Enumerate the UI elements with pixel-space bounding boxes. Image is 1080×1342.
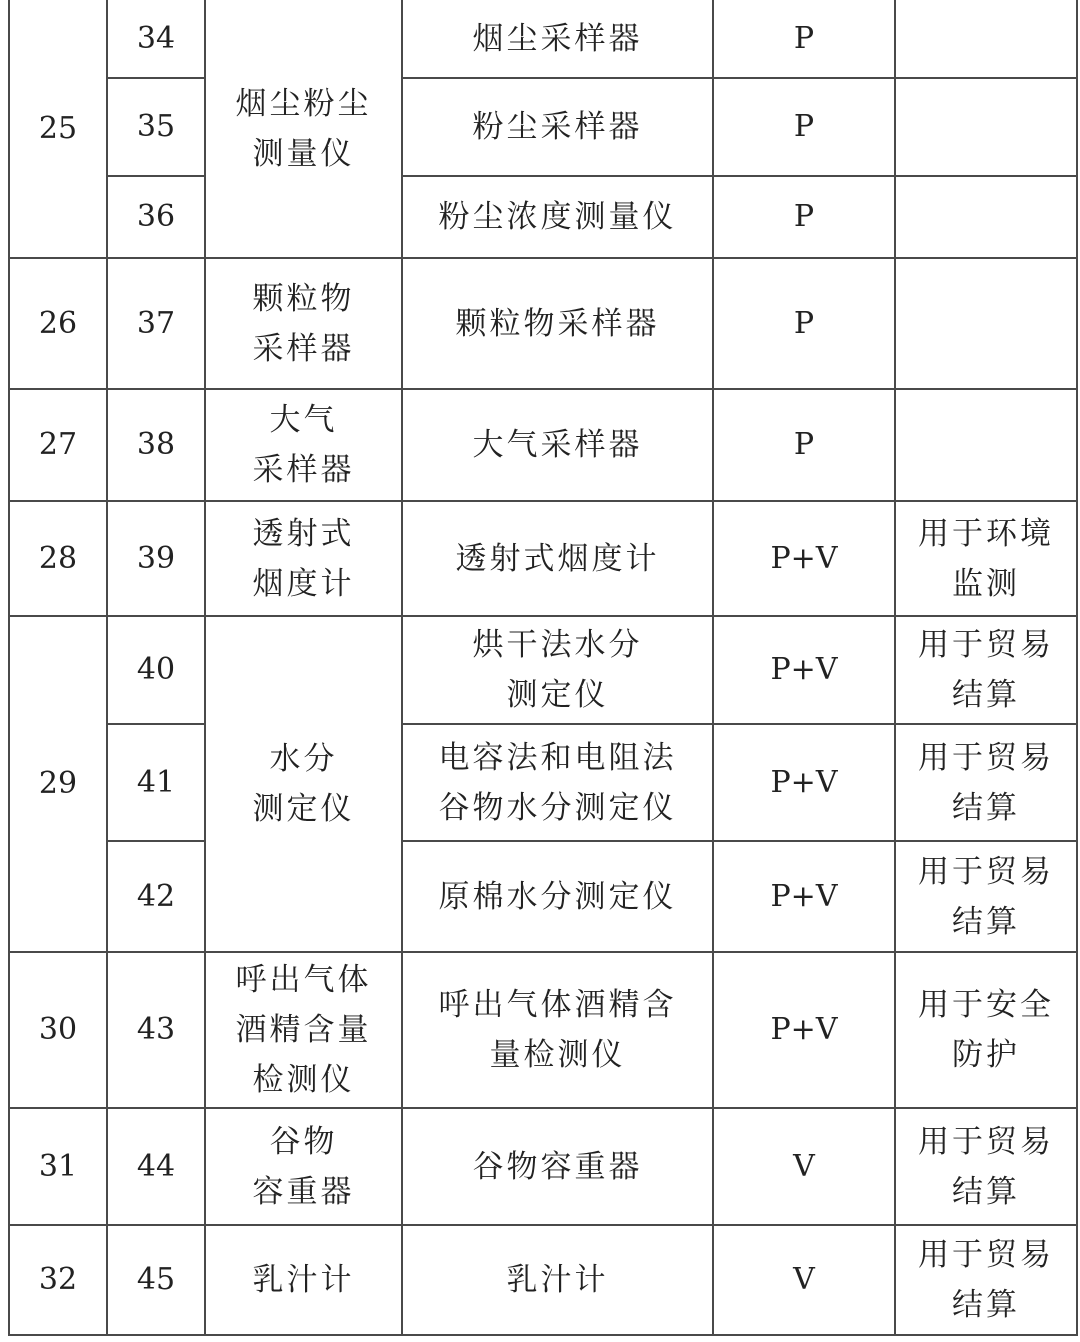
instrument-name-cell	[402, 78, 713, 176]
cell-line: 谷物	[269, 1123, 338, 1160]
remark-cell	[895, 1225, 1077, 1335]
cell-line: 粉尘浓度测量仪	[438, 199, 677, 235]
cell-line: 监测	[952, 565, 1020, 602]
cell-line: 结算	[952, 1287, 1020, 1323]
cell-line: 原棉水分测定仪	[438, 878, 677, 915]
cell-line: 结算	[952, 903, 1020, 940]
cell-line: 用于贸易	[918, 1123, 1054, 1160]
item-number-cell: 43	[107, 952, 205, 1108]
instrument-category-cell	[205, 0, 402, 258]
cell-line: 透射式烟度计	[455, 540, 660, 577]
remark-cell	[895, 1108, 1077, 1225]
instrument-name-cell	[402, 952, 713, 1108]
cell-line: 大气采样器	[472, 427, 643, 463]
cell-line: 乳汁计	[252, 1262, 355, 1298]
cell-line: 结算	[952, 789, 1020, 826]
group-number-cell: 25	[9, 0, 107, 258]
cell-line: 用于安全	[918, 987, 1054, 1023]
table-row	[9, 389, 1077, 501]
cell-line: 酒精含量	[235, 1012, 372, 1048]
item-number-cell: 44	[107, 1108, 205, 1225]
instrument-category-cell	[205, 952, 402, 1108]
cell-line: 呼出气体酒精含	[438, 987, 677, 1023]
cell-line: 颗粒物采样器	[455, 305, 660, 342]
group-number-cell: 28	[9, 501, 107, 616]
instrument-category-cell	[205, 258, 402, 389]
cell-line: 用于贸易	[918, 853, 1054, 890]
item-number-cell: 41	[107, 724, 205, 841]
item-number-cell: 36	[107, 176, 205, 258]
management-class-cell: P	[713, 78, 895, 176]
item-number-cell: 38	[107, 389, 205, 501]
management-class-cell: P	[713, 176, 895, 258]
group-number-cell: 32	[9, 1225, 107, 1335]
remark-cell	[895, 501, 1077, 616]
management-class-cell: V	[713, 1225, 895, 1335]
cell-line: 透射式	[252, 515, 355, 552]
cell-line: 用于环境	[918, 515, 1054, 552]
cell-line: 烟尘粉尘	[235, 85, 372, 122]
item-number-cell: 40	[107, 616, 205, 724]
table-row	[9, 0, 1077, 78]
instrument-table	[8, 0, 1078, 1336]
remark-cell	[895, 78, 1077, 176]
instrument-category-cell	[205, 1108, 402, 1225]
remark-cell	[895, 724, 1077, 841]
instrument-category-cell	[205, 616, 402, 952]
table-row	[9, 258, 1077, 389]
cell-line: 水分	[269, 741, 338, 777]
cell-line: 用于贸易	[918, 739, 1054, 776]
instrument-name-cell	[402, 841, 713, 952]
instrument-category-cell	[205, 501, 402, 616]
cell-line: 烟度计	[252, 565, 355, 602]
cell-line: 谷物水分测定仪	[438, 789, 677, 826]
remark-cell	[895, 0, 1077, 78]
table-row	[9, 1225, 1077, 1335]
cell-line: 检测仪	[252, 1062, 355, 1098]
table-row	[9, 952, 1077, 1108]
remark-cell	[895, 616, 1077, 724]
group-number-cell: 27	[9, 389, 107, 501]
group-number-cell: 26	[9, 258, 107, 389]
instrument-name-cell	[402, 1108, 713, 1225]
group-number-cell: 31	[9, 1108, 107, 1225]
remark-cell	[895, 841, 1077, 952]
table-row	[9, 616, 1077, 724]
remark-cell	[895, 258, 1077, 389]
management-class-cell: P	[713, 258, 895, 389]
group-number-cell: 29	[9, 616, 107, 952]
management-class-cell: P+V	[713, 501, 895, 616]
table-row	[9, 78, 1077, 176]
item-number-cell: 34	[107, 0, 205, 78]
table-row	[9, 724, 1077, 841]
table-body	[9, 0, 1077, 1335]
cell-line: 采样器	[252, 330, 355, 367]
remark-cell	[895, 952, 1077, 1108]
cell-line: 采样器	[252, 452, 355, 488]
cell-line: 用于贸易	[918, 1237, 1054, 1273]
item-number-cell: 37	[107, 258, 205, 389]
item-number-cell: 42	[107, 841, 205, 952]
table-row	[9, 841, 1077, 952]
cell-line: 颗粒物	[252, 280, 355, 317]
cell-line: 容重器	[252, 1173, 355, 1210]
instrument-name-cell	[402, 0, 713, 78]
cell-line: 烟尘采样器	[472, 20, 643, 57]
instrument-name-cell	[402, 724, 713, 841]
cell-line: 大气	[269, 402, 338, 438]
cell-line: 测量仪	[252, 135, 355, 172]
management-class-cell: P	[713, 0, 895, 78]
cell-line: 粉尘采样器	[472, 109, 643, 145]
cell-line: 烘干法水分	[472, 627, 643, 663]
remark-cell	[895, 389, 1077, 501]
cell-line: 结算	[952, 677, 1020, 713]
management-class-cell: P+V	[713, 952, 895, 1108]
instrument-category-cell	[205, 389, 402, 501]
instrument-name-cell	[402, 1225, 713, 1335]
item-number-cell: 39	[107, 501, 205, 616]
item-number-cell: 45	[107, 1225, 205, 1335]
management-class-cell: P+V	[713, 616, 895, 724]
cell-line: 呼出气体	[235, 962, 372, 998]
cell-line: 电容法和电阻法	[438, 739, 677, 776]
instrument-name-cell	[402, 616, 713, 724]
group-number-cell: 30	[9, 952, 107, 1108]
cell-line: 测定仪	[252, 791, 355, 827]
cell-line: 乳汁计	[506, 1262, 609, 1298]
cell-line: 谷物容重器	[472, 1148, 643, 1185]
table-row	[9, 176, 1077, 258]
management-class-cell: P+V	[713, 724, 895, 841]
management-class-cell: P+V	[713, 841, 895, 952]
instrument-name-cell	[402, 389, 713, 501]
table-row	[9, 1108, 1077, 1225]
instrument-name-cell	[402, 501, 713, 616]
instrument-name-cell	[402, 258, 713, 389]
cell-line: 结算	[952, 1173, 1020, 1210]
instrument-name-cell	[402, 176, 713, 258]
management-class-cell: P	[713, 389, 895, 501]
cell-line: 测定仪	[506, 677, 609, 713]
table-row	[9, 501, 1077, 616]
cell-line: 用于贸易	[918, 627, 1054, 663]
instrument-category-cell	[205, 1225, 402, 1335]
cell-line: 量检测仪	[489, 1037, 626, 1073]
cell-line: 防护	[952, 1037, 1020, 1073]
management-class-cell: V	[713, 1108, 895, 1225]
item-number-cell: 35	[107, 78, 205, 176]
remark-cell	[895, 176, 1077, 258]
